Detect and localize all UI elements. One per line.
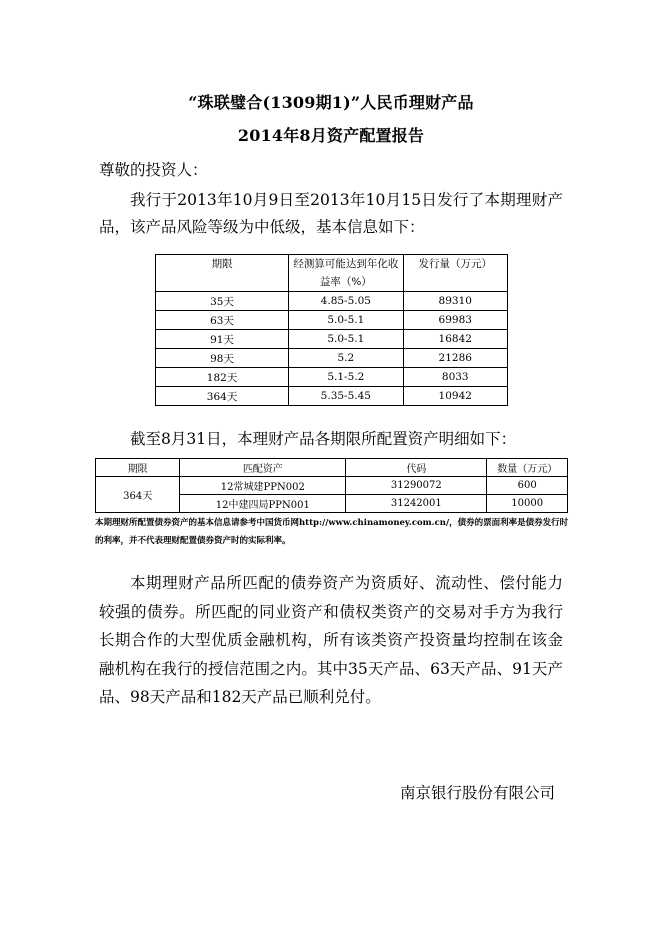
header-term: 期限 xyxy=(96,459,180,477)
header-matched-asset: 匹配资产 xyxy=(180,459,346,477)
issue-amount-cell: 10942 xyxy=(403,387,507,406)
intro-paragraph: 我行于2013年10月9日至2013年10月15日发行了本期理财产品，该产品风险等级为中低级，基本信息如下： xyxy=(99,191,563,236)
term-cell: 35天 xyxy=(156,292,289,311)
term-cell: 63天 xyxy=(156,311,289,330)
term-cell: 91天 xyxy=(156,330,289,349)
asset-quantity-cell: 600 xyxy=(487,477,568,495)
issue-amount-cell: 69983 xyxy=(403,311,507,330)
table-row xyxy=(156,387,508,406)
table-row xyxy=(156,368,508,387)
yield-cell: 5.35-5.45 xyxy=(289,387,403,406)
signature: 南京银行股份有限公司 xyxy=(400,784,556,802)
asset-code-cell: 31242001 xyxy=(346,495,487,513)
header-term: 期限 xyxy=(156,255,289,292)
yield-cell: 5.0-5.1 xyxy=(289,330,403,349)
term-cell: 364天 xyxy=(156,387,289,406)
asset-code-cell: 31290072 xyxy=(346,477,487,495)
table-row xyxy=(96,477,568,495)
report-title-line1: “珠联璧合(1309期1)”人民币理财产品 xyxy=(188,93,474,112)
table-row xyxy=(156,311,508,330)
issue-amount-cell: 8033 xyxy=(403,368,507,387)
allocation-intro: 截至8月31日，本理财产品各期限所配置资产明细如下： xyxy=(130,430,517,448)
asset-allocation-table xyxy=(95,458,568,513)
table-row xyxy=(156,292,508,311)
header-issue-amount: 发行量（万元） xyxy=(403,255,507,292)
product-info-table xyxy=(155,254,508,406)
header-quantity: 数量（万元） xyxy=(487,459,568,477)
header-yield: 经测算可能达到年化收益率（%） xyxy=(289,255,403,292)
table-row xyxy=(156,330,508,349)
term-cell: 182天 xyxy=(156,368,289,387)
yield-cell: 5.2 xyxy=(289,349,403,368)
header-code: 代码 xyxy=(346,459,487,477)
footnote: 本期理财所配置债券资产的基本信息请参考中国货币网http://www.chinamoney.com.cn/，债券的票面利率是债券发行时的利率，并不代表理财配置债券资产时的实际利率。 xyxy=(95,518,569,546)
asset-name-cell: 12中建四局PPN001 xyxy=(180,495,346,513)
asset-name-cell: 12常城建PPN002 xyxy=(180,477,346,495)
asset-quantity-cell: 10000 xyxy=(487,495,568,513)
yield-cell: 5.0-5.1 xyxy=(289,311,403,330)
issue-amount-cell: 89310 xyxy=(403,292,507,311)
yield-cell: 5.1-5.2 xyxy=(289,368,403,387)
term-cell: 364天 xyxy=(96,477,180,513)
table-header-row xyxy=(156,255,508,292)
report-title-line2: 2014年8月资产配置报告 xyxy=(237,126,425,145)
product-info-table-body xyxy=(156,292,508,406)
asset-description-paragraph: 本期理财产品所匹配的债券资产为资质好、流动性、偿付能力较强的债券。所匹配的同业资产和债权类资产的交易对手方为我行长期合作的大型优质金融机构，所有该类资产投资量均控制在该金融机构在我行的授信范围之内。其中35天产品、63天产品、91天产品、98天产品和182天产品已顺利兑付。 xyxy=(99,574,563,706)
issue-amount-cell: 21286 xyxy=(403,349,507,368)
greeting: 尊敬的投资人： xyxy=(99,161,208,179)
issue-amount-cell: 16842 xyxy=(403,330,507,349)
table-row xyxy=(156,349,508,368)
table-header-row xyxy=(96,459,568,477)
term-cell: 98天 xyxy=(156,349,289,368)
yield-cell: 4.85-5.05 xyxy=(289,292,403,311)
